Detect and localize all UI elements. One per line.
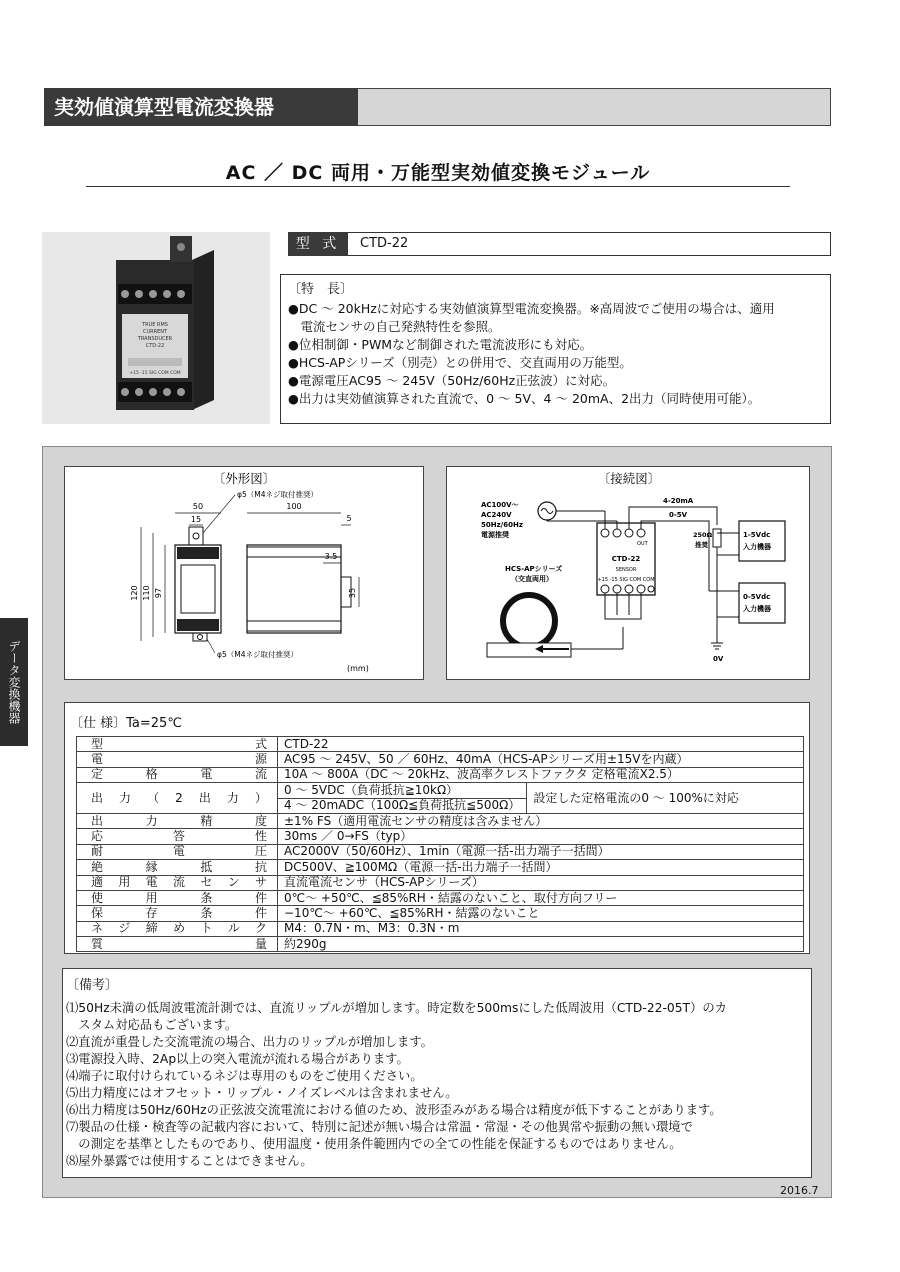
product-photo-drawing — [42, 232, 270, 424]
input-1-label: 入力機器 — [743, 543, 771, 551]
spec-label: 型式 — [77, 737, 278, 752]
photo-label-3: TRANSDUCER — [137, 336, 173, 342]
spec-label: 出力精度 — [77, 813, 278, 828]
output-0-5v: 0-5V — [669, 511, 688, 519]
hole-bottom-note: φ5（M4ネジ取付推奨） — [217, 650, 298, 659]
table-row — [77, 860, 804, 875]
table-row — [77, 813, 804, 828]
note-line: ⑴50Hz未満の低周波電流計測では、直流リップルが増加します。時定数を500msにした低周波用（CTD-22-05T）のカ — [66, 1001, 727, 1015]
feature-line: ●HCS-APシリーズ（別売）との併用で、交直両用の万能型。 — [288, 355, 632, 370]
out-label: OUT — [637, 541, 648, 547]
wiring-diagram-box — [446, 466, 810, 680]
hcs-line-1: HCS-APシリーズ — [505, 565, 563, 573]
resistor-value: 250Ω — [693, 531, 713, 539]
notes-title: 〔備考〕 — [66, 978, 119, 993]
dim-5: 5 — [346, 514, 352, 523]
spec-note: 設定した定格電流の0 ～ 100%に対応 — [527, 783, 804, 814]
table-row — [77, 737, 804, 752]
dim-110: 110 — [142, 585, 151, 601]
spec-value: 0 ～ 5VDC（負荷抵抗≧10kΩ） — [278, 783, 527, 798]
dim-3-5: 3.5 — [324, 552, 338, 561]
power-line-2: AC240V — [481, 511, 512, 519]
photo-label-4: CTD-22 — [145, 343, 165, 349]
spec-value: CTD-22 — [278, 737, 804, 752]
header-bar-fill — [358, 88, 831, 126]
dim-120: 120 — [130, 585, 139, 601]
resistor-icon — [713, 529, 721, 547]
spec-label: 適用電流センサ — [77, 875, 278, 890]
table-row — [77, 890, 804, 905]
terminal-labels: +15 -15 SIG COM COM — [597, 577, 655, 583]
subtitle-rule — [86, 186, 790, 187]
spec-value: 0℃～ +50℃、≦85%RH・結露のないこと、取付方向フリー — [278, 890, 804, 905]
spec-label: 応答性 — [77, 829, 278, 844]
feature-line: ●出力は実効値演算された直流で、0 ～ 5V、4 ～ 20mA、2出力（同時使用可能）。 — [288, 391, 761, 406]
spec-label: 使用条件 — [77, 890, 278, 905]
input-device-1 — [739, 521, 785, 561]
note-line: ⑸出力精度にはオフセット・リップル・ノイズレベルは含まれません。 — [66, 1086, 458, 1100]
power-line-3: 50Hz/60Hz — [481, 521, 523, 529]
wiring-title: 〔接続図〕 — [597, 471, 661, 486]
spec-value: ±1% FS（適用電流センサの精度は含みません） — [278, 813, 804, 828]
side-category-tab: データ変換機器 — [0, 618, 28, 746]
publication-date: 2016.7 — [780, 1184, 819, 1197]
spec-value: 直流電流センサ（HCS-APシリーズ） — [278, 875, 804, 890]
spec-value: AC95 ～ 245V、50 ／ 60Hz、40mA（HCS-APシリーズ用±15Vを内蔵） — [278, 752, 804, 767]
note-line: ⑹出力精度は50Hz/60Hzの正弦波交流電流における値のため、波形歪みがある場合は精度が低下することがあります。 — [66, 1103, 722, 1117]
outline-title: 〔外形図〕 — [212, 471, 276, 486]
product-photo — [42, 232, 270, 424]
page-title: 実効値演算型電流変換器 — [44, 88, 358, 126]
output-4-20ma: 4-20mA — [663, 497, 694, 505]
spec-title: 〔仕 様〕Ta=25℃ — [70, 716, 182, 731]
outline-unit: (mm) — [347, 664, 369, 673]
note-line: ⑻屋外暴露では使用することはできません。 — [66, 1154, 313, 1168]
dim-35: 35 — [348, 587, 357, 599]
table-row — [77, 906, 804, 921]
dim-100: 100 — [286, 502, 302, 511]
resistor-note: 推奨 — [695, 541, 708, 549]
features-title: 〔特 長〕 — [288, 282, 354, 297]
spec-value: 約290g — [278, 937, 804, 952]
spec-label: 定格電流 — [77, 767, 278, 782]
input-1-range: 1-5Vdc — [743, 531, 771, 539]
table-row — [77, 921, 804, 936]
photo-label-2: CURRENT — [142, 329, 168, 335]
input-device-2 — [739, 583, 785, 623]
dim-50: 50 — [192, 502, 204, 511]
spec-value: 10A ～ 800A（DC ～ 20kHz、波高率クレストファクタ 定格電流X2.5） — [278, 767, 804, 782]
power-line-4: 電源推奨 — [481, 531, 509, 539]
spec-label: 電源 — [77, 752, 278, 767]
hcs-line-2: （交直両用） — [511, 575, 553, 583]
feature-line: 電流センサの自己発熱特性を参照。 — [288, 319, 501, 334]
spec-value: AC2000V（50/60Hz）、1min（電源一括-出力端子一括間） — [278, 844, 804, 859]
dim-15: 15 — [190, 515, 202, 524]
wiring-model: CTD-22 — [611, 555, 641, 563]
note-line: ⑵直流が重畳した交流電流の場合、出力のリップルが増加します。 — [66, 1035, 433, 1049]
feature-line: ●位相制御・PWMなど制御された電流波形にも対応。 — [288, 337, 593, 352]
photo-terminal-labels: +15 -15 SIG COM COM — [129, 371, 181, 376]
sensor-label: SENSOR — [615, 567, 637, 573]
table-row — [77, 875, 804, 890]
spec-value: M4：0.7N・m、M3：0.3N・m — [278, 921, 804, 936]
note-line: の測定を基準としたものであり、使用温度・使用条件範囲内での全ての性能を保証するものではありません。 — [66, 1137, 682, 1151]
spec-value: DC500V、≧100MΩ（電源一括-出力端子一括間） — [278, 860, 804, 875]
input-2-label: 入力機器 — [743, 605, 771, 613]
spec-value: 4 ～ 20mADC（100Ω≦負荷抵抗≦500Ω） — [278, 798, 527, 813]
spec-value: 30ms ／ 0→FS（typ） — [278, 829, 804, 844]
note-line: ⑶電源投入時、2Ap以上の突入電流が流れる場合があります。 — [66, 1052, 409, 1066]
table-row — [77, 783, 804, 798]
feature-line: ●電源電圧AC95 ～ 245V（50Hz/60Hz正弦波）に対応。 — [288, 373, 616, 388]
outline-drawing-box — [64, 466, 424, 680]
wiring-diagram — [447, 467, 809, 679]
model-label: 型 式 — [288, 232, 348, 256]
spec-label: 耐電圧 — [77, 844, 278, 859]
spec-label: 絶縁抵抗 — [77, 860, 278, 875]
input-2-range: 0-5Vdc — [743, 593, 771, 601]
photo-label-1: TRUE RMS — [142, 322, 168, 328]
note-line: スタム対応品もございます。 — [66, 1018, 238, 1032]
spec-label: 質量 — [77, 937, 278, 952]
spec-label: 保存条件 — [77, 906, 278, 921]
outline-drawing — [65, 467, 423, 679]
table-row — [77, 767, 804, 782]
model-value: CTD-22 — [360, 236, 409, 251]
product-subtitle: AC ／ DC 両用・万能型実効値変換モジュール — [225, 162, 651, 184]
feature-line: ●DC ～ 20kHzに対応する実効値演算型電流変換器。※高周波でご使用の場合は、適用 — [288, 301, 775, 316]
spec-label: 出力（2出力） — [77, 783, 278, 814]
spec-table — [76, 736, 804, 952]
note-line: ⑺製品の仕様・検査等の記載内容において、特別に記述が無い場合は常温・常湿・その他異常や振動の無い環境で — [66, 1120, 693, 1134]
spec-label: ネジ締めトルク — [77, 921, 278, 936]
current-sensor-icon — [503, 595, 555, 647]
spec-value: −10℃～ +60℃、≦85%RH・結露のないこと — [278, 906, 804, 921]
table-row — [77, 752, 804, 767]
dim-97: 97 — [154, 587, 163, 599]
table-row — [77, 829, 804, 844]
table-row — [77, 937, 804, 952]
power-line-1: AC100V～ — [481, 501, 519, 509]
table-row — [77, 844, 804, 859]
note-line: ⑷端子に取付けられているネジは専用のものをご使用ください。 — [66, 1069, 423, 1083]
hole-top-note: φ5（M4ネジ取付推奨） — [237, 490, 318, 499]
ground-label: 0V — [713, 655, 724, 663]
